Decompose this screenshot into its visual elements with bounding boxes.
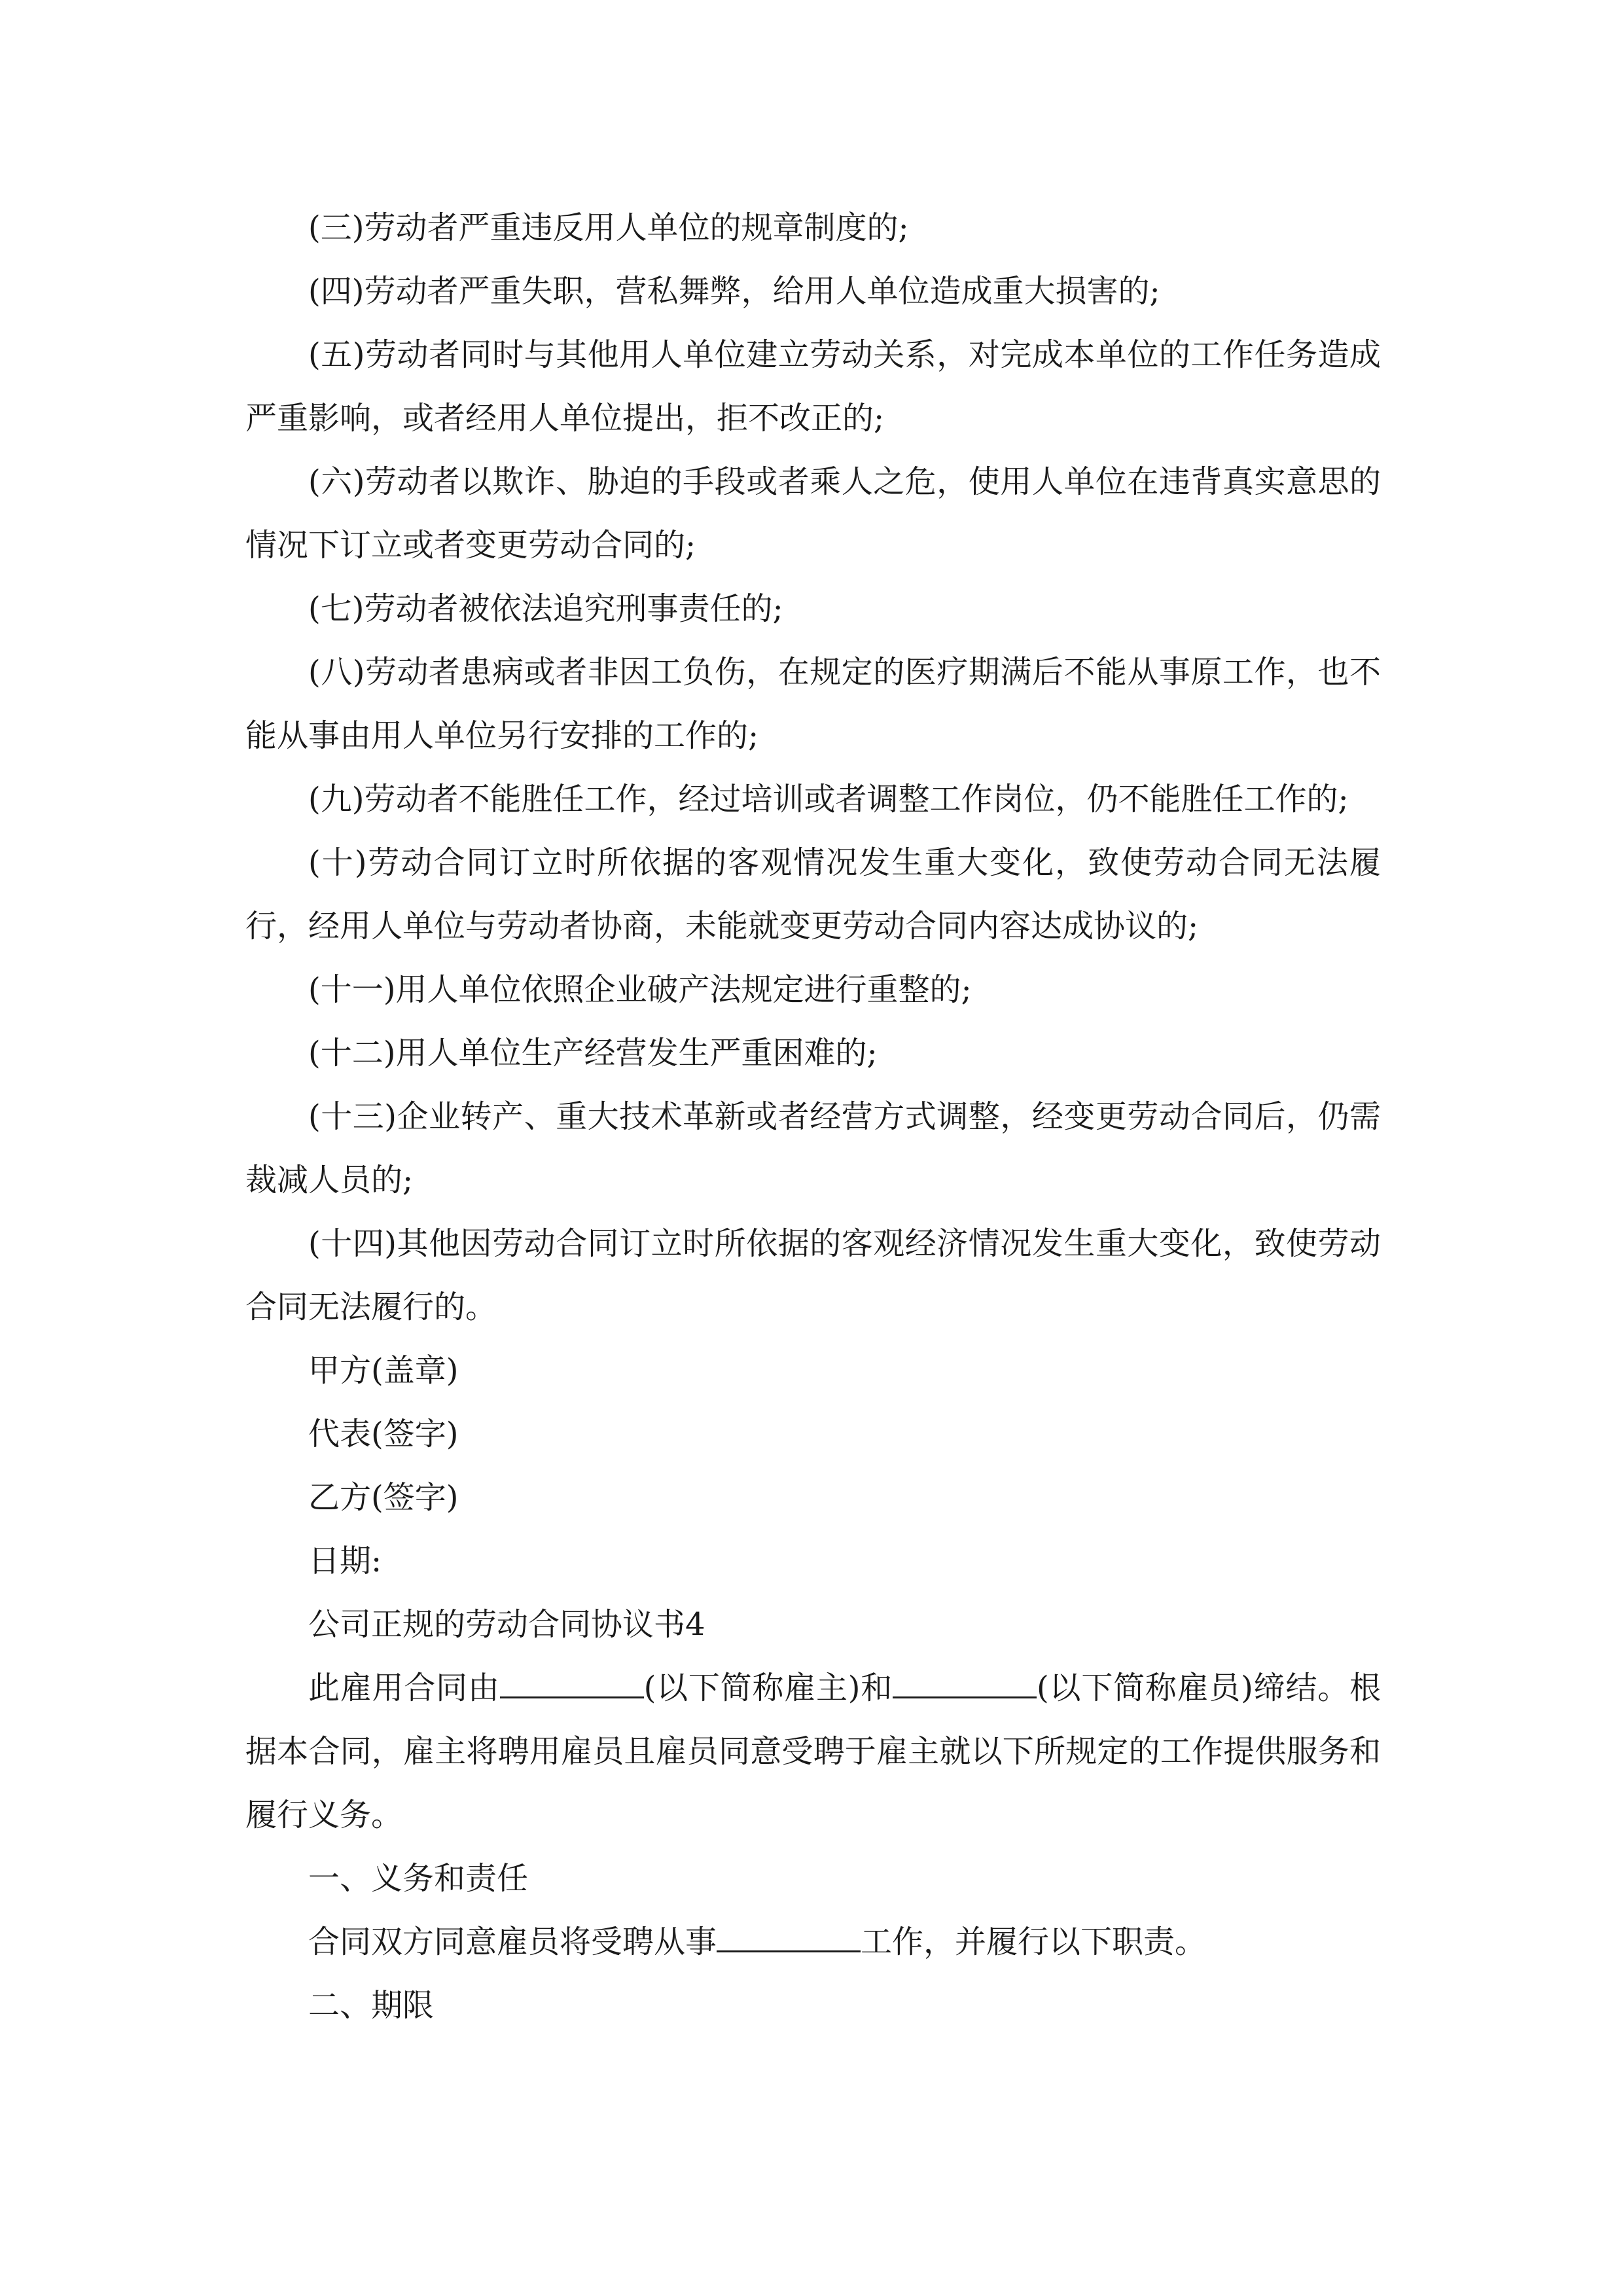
clause-10: (十)劳动合同订立时所依据的客观情况发生重大变化，致使劳动合同无法履行，经用人单位与劳动者协商，未能就变更劳动合同内容达成协议的; [245, 844, 1381, 944]
intro-text-1: 此雇用合同由 [308, 1670, 500, 1706]
clause-6: (六)劳动者以欺诈、胁迫的手段或者乘人之危，使用人单位在违背真实意思的情况下订立或者变更劳动合同的; [245, 463, 1381, 564]
duties-text-2: 工作，并履行以下职责。 [861, 1924, 1207, 1960]
clause-11: (十一)用人单位依照企业破产法规定进行重整的; [308, 971, 972, 1008]
section-1-heading: 一、义务和责任 [308, 1860, 529, 1897]
duties-text-1: 合同双方同意雇员将受聘从事 [308, 1924, 717, 1960]
employer-name-blank [500, 1669, 644, 1698]
party-a-seal-line: 甲方(盖章) [308, 1352, 459, 1389]
date-line: 日期: [308, 1543, 382, 1579]
employee-name-blank [893, 1669, 1037, 1698]
section-2-heading: 二、期限 [308, 1987, 435, 2024]
clause-8: (八)劳动者患病或者非因工负伤，在规定的医疗期满后不能从事原工作，也不能从事由用人单位另行安排的工作的; [245, 654, 1381, 754]
intro-text-3: (以下简称雇员)缔结。根据本合同，雇主将聘用雇员且雇员同意受聘于雇主就以下所规定的工作提供服务和履行义务。 [245, 1670, 1381, 1833]
clause-4: (四)劳动者严重失职，营私舞弊，给用人单位造成重大损害的; [308, 273, 1160, 310]
contract-title-4: 公司正规的劳动合同协议书4 [308, 1606, 705, 1643]
clause-7: (七)劳动者被依法追究刑事责任的; [308, 590, 783, 627]
clause-12: (十二)用人单位生产经营发生严重困难的; [308, 1035, 878, 1071]
clause-5: (五)劳动者同时与其他用人单位建立劳动关系，对完成本单位的工作任务造成严重影响，或者经用人单位提出，拒不改正的; [245, 336, 1381, 437]
representative-signature-line: 代表(签字) [308, 1416, 459, 1452]
clause-3: (三)劳动者严重违反用人单位的规章制度的; [308, 209, 909, 246]
clause-13: (十三)企业转产、重大技术革新或者经营方式调整，经变更劳动合同后，仍需裁减人员的; [245, 1098, 1381, 1198]
clause-9: (九)劳动者不能胜任工作，经过培训或者调整工作岗位，仍不能胜任工作的; [308, 781, 1349, 817]
intro-text-2: (以下简称雇主)和 [643, 1670, 893, 1706]
document-body [245, 196, 1381, 2037]
employment-intro-paragraph [245, 1657, 1381, 1847]
party-b-signature-line: 乙方(签字) [308, 1479, 459, 1516]
job-title-blank [717, 1923, 861, 1952]
duties-paragraph [245, 1910, 1381, 1974]
clause-14: (十四)其他因劳动合同订立时所依据的客观经济情况发生重大变化，致使劳动合同无法履行的。 [245, 1225, 1381, 1325]
